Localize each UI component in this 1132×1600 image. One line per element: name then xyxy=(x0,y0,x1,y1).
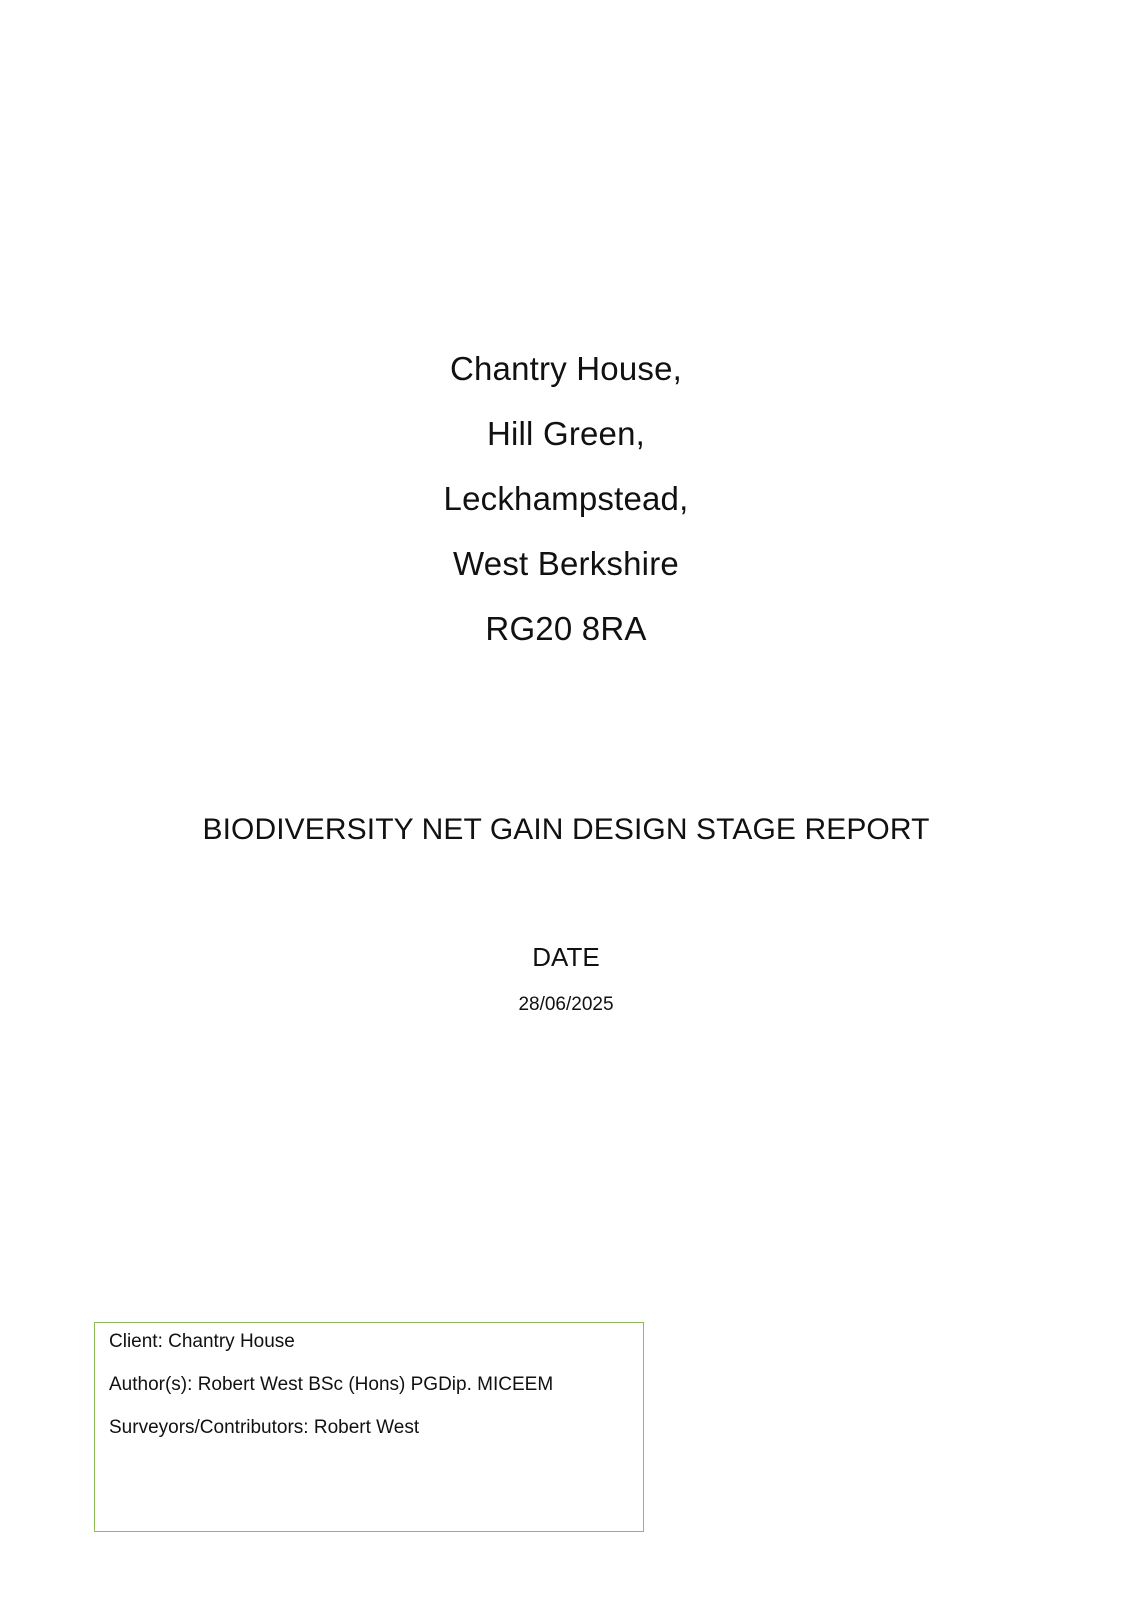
date-label: DATE xyxy=(532,942,600,972)
client-line: Client: Chantry House xyxy=(109,1331,295,1352)
address-line-3: Leckhampstead, xyxy=(443,480,689,517)
site-address xyxy=(0,350,1132,675)
authors-line: Author(s): Robert West BSc (Hons) PGDip. MICEEM xyxy=(109,1374,554,1395)
contributors-line: Surveyors/Contributors: Robert West xyxy=(109,1417,420,1438)
report-title: BIODIVERSITY NET GAIN DESIGN STAGE REPORT xyxy=(202,813,930,846)
report-info-box xyxy=(94,1322,644,1532)
address-line-1: Chantry House, xyxy=(449,350,683,387)
date-value: 28/06/2025 xyxy=(518,994,614,1015)
address-line-4: West Berkshire xyxy=(453,545,679,582)
address-postcode: RG20 8RA xyxy=(485,610,647,647)
address-line-2: Hill Green, xyxy=(486,415,646,452)
